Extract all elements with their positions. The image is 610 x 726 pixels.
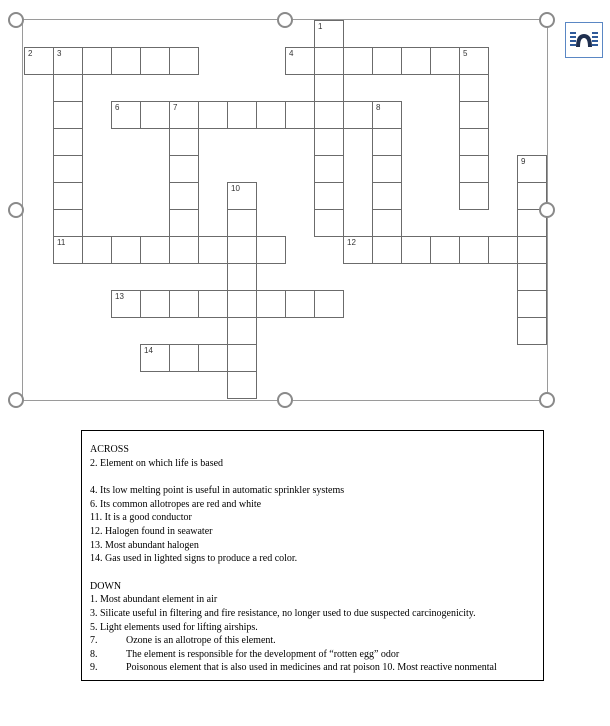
clue-number-label: 4 [289,49,294,58]
across-clue: 13. Most abundant halogen [90,539,199,551]
down-clue [90,661,543,675]
clue-number-label: 9 [521,157,526,166]
clue-number-label: 3 [57,49,62,58]
down-clue: 5. Light elements used for lifting airships. [90,621,258,633]
clue-number-label: 5 [463,49,468,58]
down-clue: 3. Silicate useful in filtering and fire resistance, no longer used to due suspected carcinogenicity. [90,607,476,619]
resize-handle-bottom-left[interactable] [8,392,24,408]
clue-number-label: 6 [115,103,120,112]
clue-number-label: 13 [115,292,124,301]
clues-box [81,430,544,681]
across-clue: 4. Its low melting point is useful in automatic sprinkler systems [90,485,345,497]
resize-handle-top-right[interactable] [539,12,555,28]
clue-number-label: 10 [231,184,240,193]
down-title: DOWN [90,580,122,592]
layout-options-button[interactable] [565,22,603,58]
selection-frame [22,19,548,401]
down-clue-number: 9. [90,662,98,674]
down-clue-number: 8. [90,648,98,660]
resize-handle-top-left[interactable] [8,12,24,28]
across-clue: 14. Gas used in lighted signs to produce a red color. [90,553,298,565]
down-clue-text: Ozone is an allotrope of this element. [126,635,276,647]
resize-handle-middle-left[interactable] [8,202,24,218]
clue-number-label: 2 [28,49,33,58]
across-clue: 11. It is a good conductor [90,512,192,524]
down-clue [90,634,543,648]
resize-handle-bottom-right[interactable] [539,392,555,408]
layout-options-icon [566,23,602,57]
resize-handle-bottom-center[interactable] [277,392,293,408]
across-clue: 12. Halogen found in seawater [90,525,213,537]
clue-number-label: 11 [57,238,66,247]
down-clue-number: 7. [90,635,98,647]
clue-number-label: 14 [144,346,153,355]
across-clue: 6. Its common allotropes are red and white [90,498,262,510]
clue-number-label: 12 [347,238,356,247]
down-clue: 1. Most abundant element in air [90,594,218,606]
resize-handle-middle-right[interactable] [539,202,555,218]
down-clue-text: The element is responsible for the development of “rotten egg” odor [126,648,400,660]
resize-handle-top-center[interactable] [277,12,293,28]
across-clue: 2. Element on which life is based [90,457,224,469]
clue-number-label: 8 [376,103,381,112]
clue-number-label: 7 [173,103,178,112]
down-clue [90,648,543,662]
down-clue-text: Poisonous element that is also used in medicines and rat poison 10. Most reactive nonmental [126,662,497,674]
clue-number-label: 1 [318,22,323,31]
across-title: ACROSS [90,444,129,455]
